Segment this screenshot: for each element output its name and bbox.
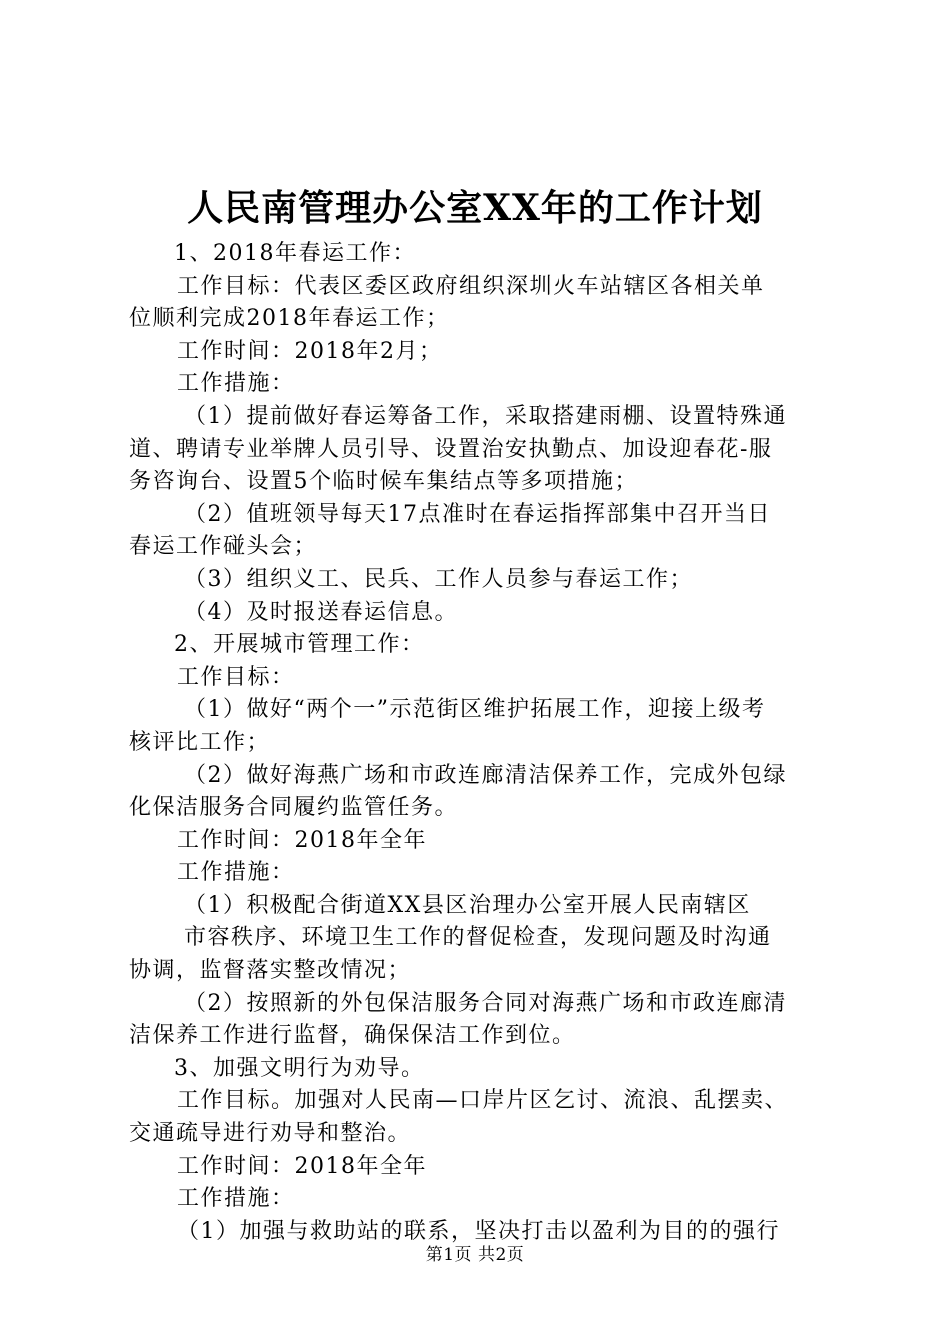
- paragraph-line: 工作目标：: [177, 664, 295, 690]
- paragraph-line: 春运工作碰头会；: [129, 534, 318, 560]
- document-title: 人民南管理办公室XX年的工作计划: [187, 187, 763, 229]
- paragraph-line: 工作时间：2018年全年: [177, 1153, 427, 1179]
- paragraph-line: （4）及时报送春运信息。: [184, 599, 458, 625]
- paragraph-line: （2）做好海燕广场和市政连廊清洁保养工作，完成外包绿: [184, 762, 787, 788]
- paragraph-line: 工作时间：2018年全年: [177, 827, 427, 853]
- paragraph-line: 务咨询台、设置5个临时候车集结点等多项措施；: [129, 469, 638, 495]
- paragraph-line: （2）值班领导每天17点准时在春运指挥部集中召开当日: [184, 501, 771, 527]
- section-heading: 3、加强文明行为劝导。: [174, 1055, 425, 1081]
- paragraph-line: 工作措施：: [177, 1186, 295, 1212]
- section-heading: 2、开展城市管理工作：: [174, 632, 425, 658]
- paragraph-line: 核评比工作；: [129, 729, 271, 755]
- paragraph-line: 工作措施：: [177, 860, 295, 886]
- paragraph-line: （1）提前做好春运筹备工作，采取搭建雨棚、设置特殊通: [184, 403, 787, 429]
- paragraph-line: 交通疏导进行劝导和整治。: [129, 1121, 412, 1147]
- paragraph-line: 工作措施：: [177, 371, 295, 397]
- paragraph-line: 工作目标。加强对人民南—口岸片区乞讨、流浪、乱摆卖、: [177, 1088, 789, 1114]
- document-body: [129, 238, 834, 1248]
- paragraph-line: 洁保养工作进行监督，确保保洁工作到位。: [129, 1023, 576, 1049]
- paragraph-line: 工作时间：2018年2月；: [177, 338, 443, 364]
- paragraph-line: （2）按照新的外包保洁服务合同对海燕广场和市政连廊清: [184, 990, 787, 1016]
- paragraph-line: （1）加强与救助站的联系，坚决打击以盈利为目的的强行: [177, 1218, 780, 1244]
- paragraph-line: 道、聘请专业举牌人员引导、设置治安执勤点、加设迎春花-服: [129, 436, 773, 462]
- paragraph-line: 协调，监督落实整改情况；: [129, 958, 412, 984]
- paragraph-line: 化保洁服务合同履约监管任务。: [129, 795, 459, 821]
- paragraph-line: （1）积极配合街道XX县区治理办公室开展人民南辖区: [184, 892, 751, 918]
- section-heading: 1、2018年春运工作：: [174, 241, 416, 266]
- paragraph-line: 市容秩序、环境卫生工作的督促检查，发现问题及时沟通: [184, 925, 772, 951]
- paragraph-line: （3）组织义工、民兵、工作人员参与春运工作；: [184, 566, 693, 592]
- paragraph-line: 工作目标：代表区委区政府组织深圳火车站辖区各相关单: [177, 273, 765, 299]
- page-indicator: 第1页 共2页: [425, 1245, 525, 1265]
- paragraph-line: （1）做好“两个一”示范街区维护拓展工作，迎接上级考: [184, 697, 766, 723]
- paragraph-line: 位顺利完成2018年春运工作；: [129, 306, 450, 332]
